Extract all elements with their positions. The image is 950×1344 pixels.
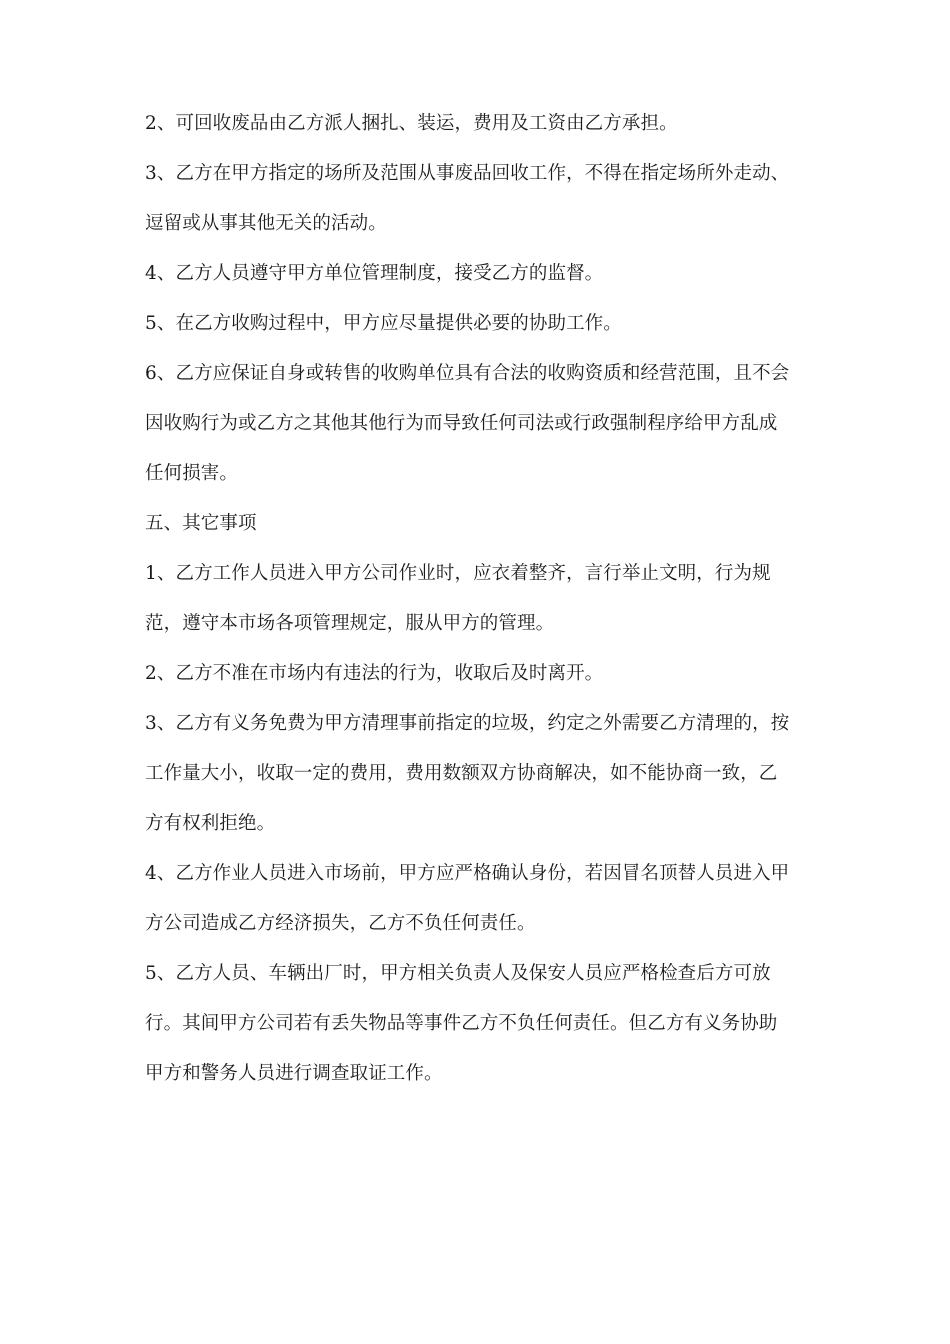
text-line: 范，遵守本市场各项管理规定，服从甲方的管理。 xyxy=(145,613,555,634)
text-line: 6、乙方应保证自身或转售的收购单位具有合法的收购资质和经营范围，且不会 xyxy=(145,363,790,384)
text-line: 3、乙方有义务免费为甲方清理事前指定的垃圾，约定之外需要乙方清理的，按 xyxy=(145,713,790,734)
text-line: 3、乙方在甲方指定的场所及范围从事废品回收工作，不得在指定场所外走动、 xyxy=(145,163,790,184)
text-line: 工作量大小，收取一定的费用，费用数额双方协商解决，如不能协商一致，乙 xyxy=(145,763,778,784)
text-line: 4、乙方人员遵守甲方单位管理制度，接受乙方的监督。 xyxy=(145,263,604,284)
text-line: 行。其间甲方公司若有丢失物品等事件乙方不负任何责任。但乙方有义务协助 xyxy=(145,1013,778,1034)
text-line: 任何损害。 xyxy=(145,463,239,484)
text-line: 1、乙方工作人员进入甲方公司作业时，应衣着整齐，言行举止文明，行为规 xyxy=(145,563,771,584)
text-line: 因收购行为或乙方之其他其他行为而导致任何司法或行政强制程序给甲方乱成 xyxy=(145,413,778,434)
text-line: 4、乙方作业人员进入市场前，甲方应严格确认身份，若因冒名顶替人员进入甲 xyxy=(145,863,790,884)
document-body xyxy=(145,104,810,1104)
text-line: 2、乙方不准在市场内有违法的行为，收取后及时离开。 xyxy=(145,663,604,684)
text-line: 5、乙方人员、车辆出厂时，甲方相关负责人及保安人员应严格检查后方可放 xyxy=(145,963,771,984)
text-line: 5、在乙方收购过程中，甲方应尽量提供必要的协助工作。 xyxy=(145,313,622,334)
text-line: 2、可回收废品由乙方派人捆扎、装运，费用及工资由乙方承担。 xyxy=(145,113,678,134)
section-heading: 五、其它事项 xyxy=(145,513,257,534)
text-line: 方有权利拒绝。 xyxy=(145,813,276,834)
text-line: 方公司造成乙方经济损失，乙方不负任何责任。 xyxy=(145,913,536,934)
text-line: 逗留或从事其他无关的活动。 xyxy=(145,213,387,234)
text-line: 甲方和警务人员进行调查取证工作。 xyxy=(145,1063,443,1084)
